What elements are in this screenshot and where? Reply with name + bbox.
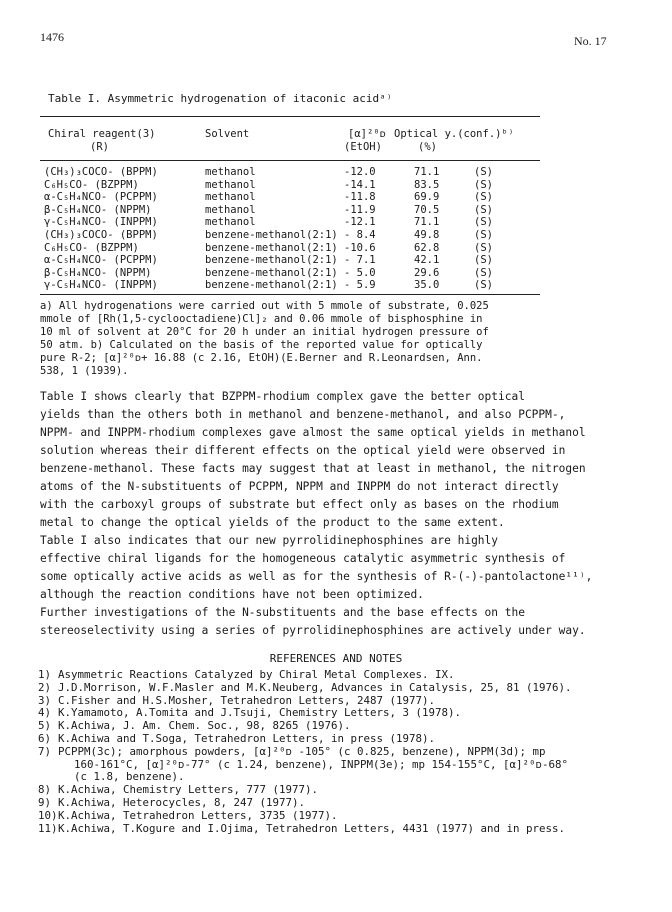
body-text-line: NPPM- and INPPM-rhodium complexes gave almost the same optical yields in methanol (40, 426, 586, 439)
cell-solvent: benzene-methanol(2:1) (205, 254, 338, 267)
reference-text: PCPPM(3c); amorphous powders, [α]²⁰ᴅ -105° (c 0.825, benzene), NPPM(3d); mp (58, 744, 546, 758)
cell-solvent: methanol (205, 203, 256, 216)
reference-text: K.Achiwa, J. Am. Chem. Soc., 98, 8265 (1976). (58, 719, 351, 733)
table-footnote-line: a) All hydrogenations were carried out with 5 mmole of substrate, 0.025 (40, 300, 489, 312)
reference-text: C.Fisher and H.S.Mosher, Tetrahedron Letters, 2487 (1977). (58, 693, 436, 707)
cell-optical-yield: 69.9 (414, 191, 440, 204)
body-text-line: although the reaction conditions have not been optimized. (40, 588, 424, 601)
cell-reagent: (CH₃)₃COCO- (BPPM) (44, 166, 158, 178)
cell-rotation: -11.8 (344, 191, 376, 204)
cell-optical-yield: 35.0 (414, 279, 440, 292)
cell-solvent: benzene-methanol(2:1) (205, 241, 338, 254)
reference-number: 3) (38, 693, 52, 707)
reference-text: (c 1.8, benzene). (74, 770, 185, 784)
cell-configuration: (S) (474, 178, 493, 191)
body-text-line: some optically active acids as well as for the synthesis of R-(-)-pantolactone¹¹⁾, (40, 570, 593, 583)
reference-number: 7) (38, 744, 52, 758)
reference-number: 10) (38, 808, 58, 822)
page-number: 1476 (40, 30, 64, 44)
cell-configuration: (S) (474, 191, 493, 204)
reference-number: 8) (38, 783, 52, 797)
cell-rotation: - 8.4 (344, 229, 376, 241)
reference-text: K.Achiwa, Heterocycles, 8, 247 (1977). (58, 796, 306, 809)
body-text-line: solution whereas their different effects on the optical yield were observed in (40, 444, 566, 457)
cell-reagent: (CH₃)₃COCO- (BPPM) (44, 229, 158, 241)
table-top-rule (40, 116, 540, 117)
reference-text: 160-161°C, [α]²⁰ᴅ-77° (c 1.24, benzene), INPPM(3e); mp 154-155°C, [α]²⁰ᴅ-68° (74, 757, 568, 771)
cell-reagent: C₆H₅CO- (BZPPM) (44, 178, 139, 191)
cell-optical-yield: 29.6 (414, 266, 440, 279)
table-header-rule (40, 160, 540, 161)
references-heading: REFERENCES AND NOTES (269, 652, 403, 665)
cell-optical-yield: 71.1 (414, 166, 440, 178)
reference-text: K.Yamamoto, A.Tomita and J.Tsuji, Chemistry Letters, 3 (1978). (58, 706, 462, 720)
reference-number: 6) (38, 732, 52, 745)
cell-reagent: β-C₅H₄NCO- (NPPM) (44, 266, 152, 279)
cell-optical-yield: 70.5 (414, 203, 440, 216)
reference-text: K.Achiwa, T.Kogure and I.Ojima, Tetrahedron Letters, 4431 (1977) and in press. (58, 821, 566, 835)
header-rotation-sub: (EtOH) (344, 141, 382, 153)
reference-text: Asymmetric Reactions Catalyzed by Chiral Metal Complexes. IX. (58, 668, 455, 681)
cell-configuration: (S) (474, 254, 493, 267)
header-rotation: [α]²⁰ᴅ (348, 128, 386, 140)
cell-optical-yield: 83.5 (414, 178, 440, 191)
cell-configuration: (S) (474, 266, 493, 279)
table-footnote-line: mmole of [Rh(1,5-cyclooctadiene)Cl]₂ and 0.06 mmole of bisphosphine in (40, 313, 483, 325)
body-text-line: benzene-methanol. These facts may suggest that at least in methanol, the nitrogen (40, 462, 586, 475)
table-title: Table I. Asymmetric hydrogenation of itaconic acidᵃ⁾ (48, 92, 393, 105)
table-footnote-line: pure R-2; [α]²⁰ᴅ+ 16.88 (c 2.16, EtOH)(E.Berner and R.Leonardsen, Ann. (40, 352, 483, 364)
cell-optical-yield: 42.1 (414, 254, 440, 267)
reference-number: 5) (38, 719, 52, 733)
cell-rotation: - 5.0 (344, 266, 376, 279)
cell-configuration: (S) (474, 241, 493, 254)
cell-solvent: benzene-methanol(2:1) (205, 229, 338, 241)
header-chiral-reagent-sub: (R) (90, 141, 109, 153)
reference-number: 9) (38, 796, 52, 809)
cell-rotation: - 5.9 (344, 279, 376, 292)
reference-number: 1) (38, 668, 52, 681)
cell-reagent: α-C₅H₄NCO- (PCPPM) (44, 191, 158, 204)
body-text-line: stereoselectivity using a series of pyrrolidinephosphines are actively under way. (40, 624, 586, 637)
cell-rotation: -10.6 (344, 241, 376, 254)
body-text-line: Table I shows clearly that BZPPM-rhodium complex gave the better optical (40, 390, 525, 403)
cell-rotation: -11.9 (344, 203, 376, 216)
body-text-line: Table I also indicates that our new pyrrolidinephosphines are highly (40, 534, 499, 547)
cell-configuration: (S) (474, 279, 493, 292)
cell-rotation: -12.1 (344, 216, 376, 229)
cell-reagent: γ-C₅H₄NCO- (INPPM) (44, 279, 158, 292)
cell-configuration: (S) (474, 166, 493, 178)
table-footnote-line: 10 ml of solvent at 20°C for 20 h under an initial hydrogen pressure of (40, 326, 489, 338)
header-optical-yield: Optical y.(conf.)ᵇ⁾ (394, 128, 515, 140)
cell-configuration: (S) (474, 216, 493, 229)
reference-text: J.D.Morrison, W.F.Masler and M.K.Neuberg, Advances in Catalysis, 25, 81 (1976). (58, 680, 572, 694)
cell-solvent: benzene-methanol(2:1) (205, 266, 338, 279)
cell-rotation: - 7.1 (344, 254, 376, 267)
cell-reagent: β-C₅H₄NCO- (NPPM) (44, 203, 152, 216)
table-footnote-line: 538, 1 (1939). (40, 365, 129, 377)
cell-configuration: (S) (474, 229, 493, 241)
body-text-line: metal to change the optical yields of the product to the same extent. (40, 516, 505, 529)
body-text-line: effective chiral ligands for the homogeneous catalytic asymmetric synthesis of (40, 552, 566, 565)
body-text-line: with the carboxyl groups of substrate but effect only as bases on the rhodium (40, 498, 559, 511)
cell-solvent: methanol (205, 166, 256, 178)
reference-text: K.Achiwa and T.Soga, Tetrahedron Letters, in press (1978). (58, 732, 436, 745)
cell-rotation: -14.1 (344, 178, 376, 191)
cell-reagent: γ-C₅H₄NCO- (INPPM) (44, 216, 158, 229)
body-text-line: atoms of the N-substituents of PCPPM, NPPM and INPPM do not interact directly (40, 480, 559, 493)
body-text-line: Further investigations of the N-substituents and the base effects on the (40, 606, 525, 619)
reference-text: K.Achiwa, Chemistry Letters, 777 (1977). (58, 783, 319, 797)
header-optical-yield-sub: (%) (418, 141, 437, 153)
body-text-line: yields than the others both in methanol and benzene-methanol, and also PCPPM-, (40, 408, 566, 421)
cell-configuration: (S) (474, 203, 493, 216)
reference-text: K.Achiwa, Tetrahedron Letters, 3735 (1977). (58, 808, 338, 822)
cell-rotation: -12.0 (344, 166, 376, 178)
reference-number: 4) (38, 706, 52, 720)
table-footnote-line: 50 atm. b) Calculated on the basis of the reported value for optically (40, 339, 483, 351)
cell-optical-yield: 49.8 (414, 229, 440, 241)
cell-solvent: benzene-methanol(2:1) (205, 279, 338, 292)
cell-reagent: C₆H₅CO- (BZPPM) (44, 241, 139, 254)
cell-optical-yield: 62.8 (414, 241, 440, 254)
header-chiral-reagent: Chiral reagent(3) (48, 128, 156, 140)
cell-reagent: α-C₅H₄NCO- (PCPPM) (44, 254, 158, 267)
header-solvent: Solvent (205, 128, 250, 140)
cell-optical-yield: 71.1 (414, 216, 440, 229)
cell-solvent: methanol (205, 178, 256, 191)
table-bottom-rule (40, 294, 540, 295)
reference-number: 11) (38, 821, 58, 835)
cell-solvent: methanol (205, 191, 256, 204)
cell-solvent: methanol (205, 216, 256, 229)
reference-number: 2) (38, 680, 52, 694)
issue-number: No. 17 (574, 34, 607, 48)
